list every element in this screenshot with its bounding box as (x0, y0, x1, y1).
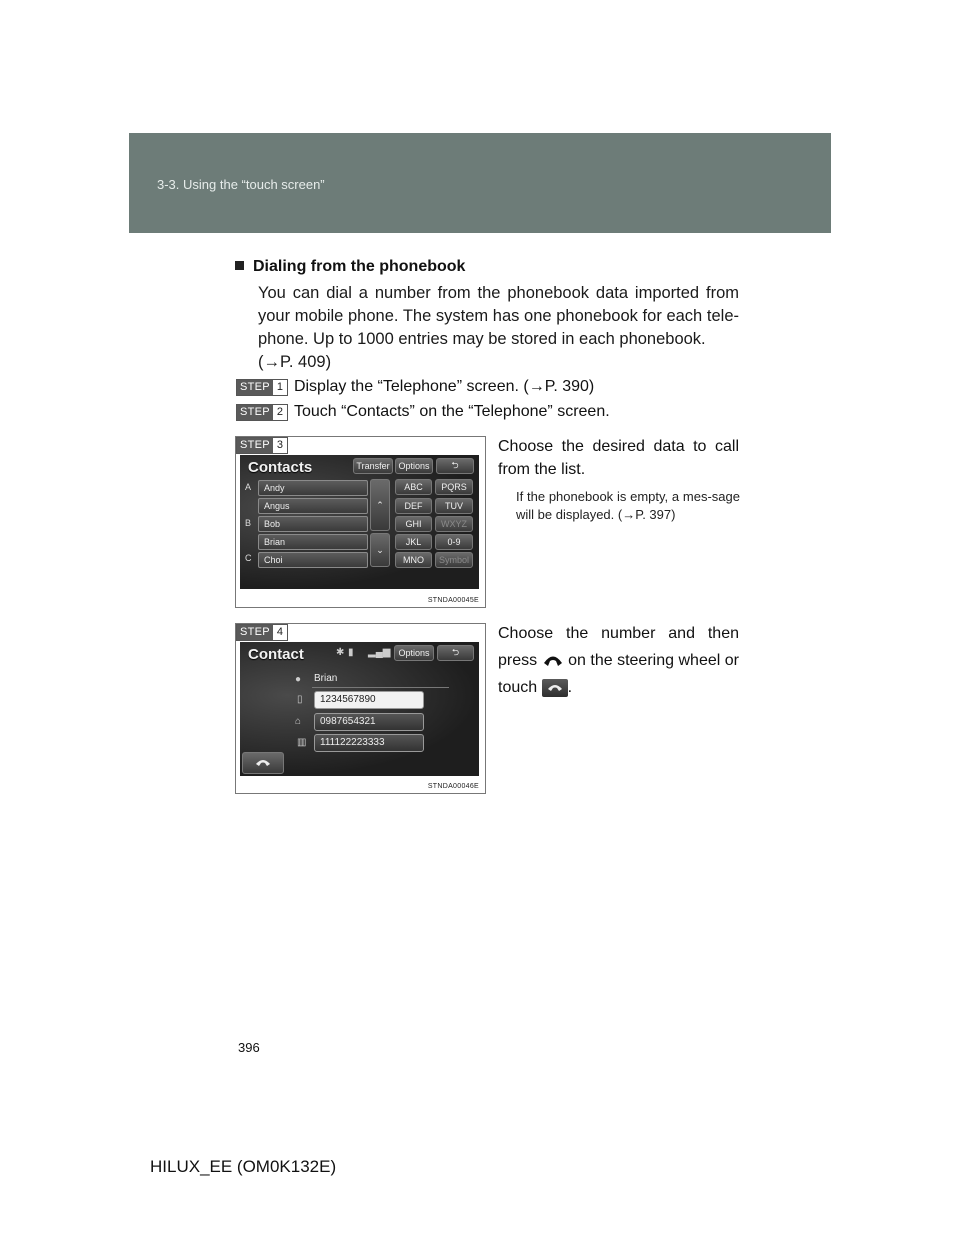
contacts-screen (240, 455, 479, 589)
bluetooth-icon: ✱ (336, 647, 345, 658)
back-button[interactable] (437, 645, 474, 661)
back-button[interactable] (436, 458, 474, 474)
divider (312, 687, 449, 688)
contact-detail-screen (240, 642, 479, 776)
contact-row[interactable]: Angus (258, 498, 368, 514)
step-3-text: Choose the desired data to call from the list. (498, 438, 739, 478)
phone-handset-icon (255, 758, 271, 768)
contact-name: Brian (314, 673, 338, 684)
phone-number-mobile[interactable]: 1234567890 (314, 691, 424, 709)
section-header (129, 133, 831, 233)
intro-paragraph (258, 282, 739, 374)
key-0-9[interactable]: 0-9 (435, 534, 473, 550)
battery-icon: ▮ (348, 647, 354, 658)
key-jkl[interactable]: JKL (395, 534, 432, 550)
contact-row[interactable]: Bob (258, 516, 368, 532)
step-4-text-b: on the steering wheel or touch (498, 652, 739, 696)
intro-reference: (→P. 409) (258, 353, 332, 371)
double-chevron-up-icon: ⌃ (376, 499, 384, 510)
key-symbol: Symbol (435, 552, 473, 568)
office-icon: ▥ (297, 737, 307, 748)
steering-phone-icon (542, 653, 564, 669)
step-badge: STEP 3 (236, 437, 288, 454)
key-wxyz: WXYZ (435, 516, 473, 532)
key-mno[interactable]: MNO (395, 552, 432, 568)
bullet-heading (235, 258, 465, 276)
image-code: STNDA00045E (427, 597, 479, 604)
index-letter: A (245, 482, 252, 492)
phone-number-office[interactable]: 111122223333 (314, 734, 424, 752)
footer-code: HILUX_EE (OM0K132E) (150, 1157, 337, 1176)
signal-icon: ▂▄▆ (368, 647, 391, 658)
contact-title: Contact (248, 646, 304, 663)
back-arrow-icon: ⮌ (451, 460, 459, 470)
key-ghi[interactable]: GHI (395, 516, 432, 532)
page-down-button[interactable] (370, 533, 390, 567)
index-letter: C (245, 553, 252, 563)
mobile-phone-icon: ▯ (297, 694, 303, 705)
intro-text: You can dial a number from the phonebook data imported from your mobile phone. The system has one phonebook for each tele-phone. Up to 1000 entries may be stored in each phonebook. (258, 284, 739, 348)
section-title: 3-3. Using the “touch screen” (157, 177, 325, 192)
home-icon: ⌂ (295, 716, 302, 727)
back-arrow-icon: ⮌ (451, 647, 460, 657)
contacts-screenshot (235, 436, 486, 608)
index-letter: B (245, 518, 252, 528)
step-2 (236, 403, 610, 421)
page-up-button[interactable] (370, 479, 390, 531)
step-4-period: . (567, 679, 573, 696)
contact-detail-screenshot (235, 623, 486, 794)
step-badge: STEP 4 (236, 624, 288, 641)
call-button[interactable] (242, 752, 284, 774)
step-2-text: Touch “Contacts” on the “Telephone” screen. (293, 403, 610, 420)
contacts-title: Contacts (248, 459, 313, 476)
phone-number-home[interactable]: 0987654321 (314, 713, 424, 731)
double-chevron-down-icon: ⌄ (376, 544, 384, 555)
step-4-text-a: Choose the number and then press (498, 625, 739, 669)
options-button[interactable]: Options (395, 458, 433, 474)
step-1-text: Display the “Telephone” screen. (→P. 390) (293, 378, 595, 395)
step-badge: STEP 2 (236, 404, 288, 421)
person-icon: ● (295, 674, 302, 685)
key-abc[interactable]: ABC (395, 479, 432, 495)
contact-row[interactable]: Brian (258, 534, 368, 550)
transfer-button[interactable]: Transfer (353, 458, 393, 474)
image-code: STNDA00046E (427, 783, 479, 790)
step-badge: STEP 1 (236, 379, 288, 396)
step-4-text (498, 620, 739, 701)
page-number: 396 (238, 1040, 260, 1055)
contact-row[interactable]: Andy (258, 480, 368, 496)
square-bullet-icon (235, 261, 244, 270)
key-tuv[interactable]: TUV (435, 498, 473, 514)
empty-phonebook-note: If the phonebook is empty, a mes-sage will be displayed. (→P. 397) (516, 489, 740, 522)
options-button[interactable]: Options (394, 645, 434, 661)
step-1 (236, 378, 594, 396)
contact-row[interactable]: Choi (258, 552, 368, 568)
touch-phone-icon (542, 679, 568, 697)
key-def[interactable]: DEF (395, 498, 432, 514)
heading-text: Dialing from the phonebook (253, 258, 466, 275)
key-pqrs[interactable]: PQRS (435, 479, 473, 495)
